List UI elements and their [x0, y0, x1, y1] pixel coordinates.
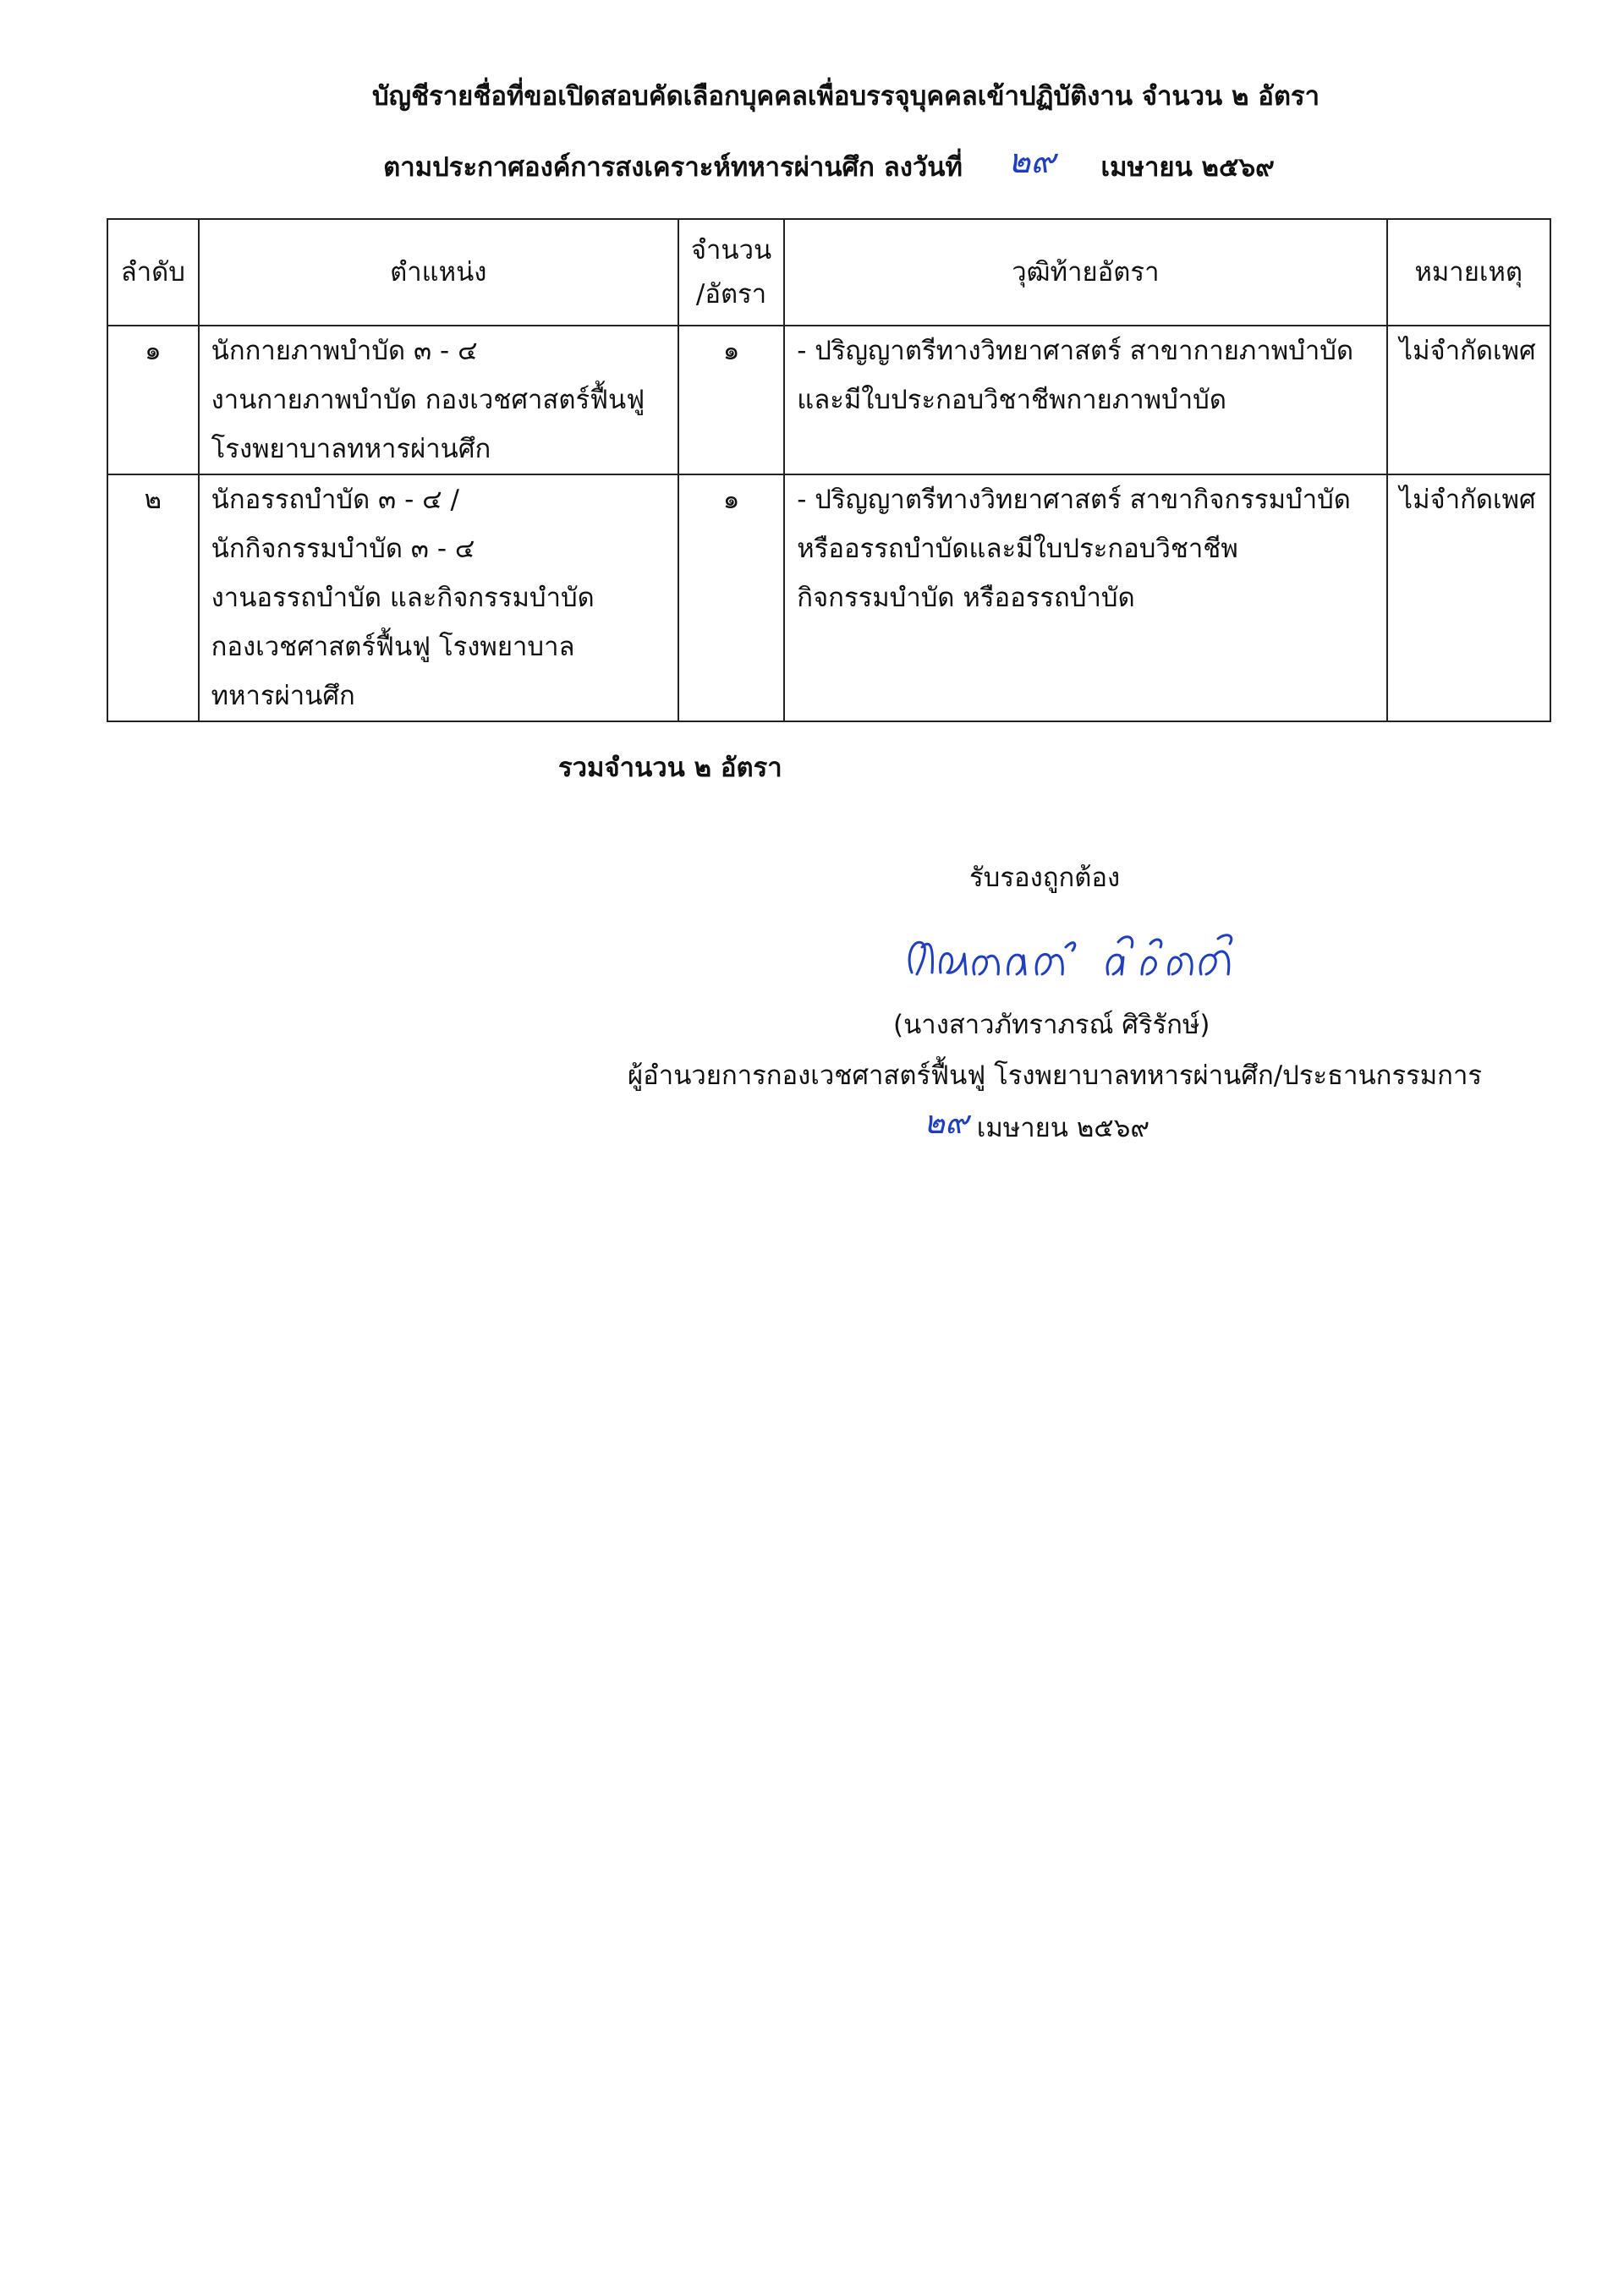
- row-note: ไม่จำกัดเพศ: [1387, 474, 1551, 721]
- position-line: นักกิจกรรมบำบัด ๓ - ๔: [211, 534, 475, 564]
- row-count: ๑: [678, 326, 784, 474]
- header-no: ลำดับ: [107, 219, 199, 326]
- announcement-month-year: เมษายน ๒๕๖๙: [1100, 152, 1275, 183]
- header-count-line1: จำนวน: [690, 235, 772, 266]
- sign-month-year: เมษายน ๒๕๖๙: [976, 1113, 1150, 1143]
- table-header-row: [107, 219, 1550, 326]
- header-position: ตำแหน่ง: [199, 219, 678, 326]
- qualification-line: - ปริญญาตรีทางวิทยาศาสตร์ สาขากายภาพบำบัด: [797, 336, 1354, 366]
- header-count: [678, 219, 784, 326]
- signer-title: ผู้อำนวยการกองเวชศาสตร์ฟื้นฟู โรงพยาบาลทหารผ่านศึก/ประธานกรรมการ: [628, 1060, 1483, 1091]
- signature-date: [924, 1099, 1149, 1151]
- qualification-line: หรืออรรถบำบัดและมีใบประกอบวิชาชีพ: [797, 534, 1238, 564]
- header-note: หมายเหตุ: [1387, 219, 1551, 326]
- handwritten-day: ๒๙: [1007, 142, 1056, 181]
- position-line: กองเวชศาสตร์ฟื้นฟู โรงพยาบาล: [211, 632, 575, 662]
- document-title: บัญชีรายชื่อที่ขอเปิดสอบคัดเลือกบุคคลเพื่อบรรจุบุคคลเข้าปฏิบัติงาน จำนวน ๒ อัตรา: [371, 81, 1320, 112]
- position-line: งานกายภาพบำบัด กองเวชศาสตร์ฟื้นฟู: [211, 385, 645, 415]
- signer-name: (นางสาวภัทราภรณ์ ศิริรักษ์): [893, 1010, 1210, 1040]
- qualification-line: และมีใบประกอบวิชาชีพกายภาพบำบัด: [797, 385, 1226, 415]
- row-qualification: [784, 326, 1386, 474]
- handwritten-signature: [897, 913, 1252, 989]
- row-no: ๑: [107, 326, 199, 474]
- announcement-prefix: ตามประกาศองค์การสงเคราะห์ทหารผ่านศึก ลงวันที่: [383, 152, 963, 183]
- total-count: รวมจำนวน ๒ อัตรา: [558, 753, 782, 783]
- header-count-line2: /อัตรา: [695, 279, 767, 310]
- position-line: งานอรรถบำบัด และกิจกรรมบำบัด: [211, 583, 595, 613]
- row-note: ไม่จำกัดเพศ: [1387, 326, 1551, 474]
- announcement-reference: [17, 137, 1624, 191]
- table-row: [107, 474, 1550, 721]
- row-no: ๒: [107, 474, 199, 721]
- position-line: นักกายภาพบำบัด ๓ - ๔: [211, 336, 478, 366]
- position-line: นักอรรถบำบัด ๓ - ๔ /: [211, 485, 459, 515]
- handwritten-sign-day: ๒๙: [924, 1104, 968, 1141]
- position-line: โรงพยาบาลทหารผ่านศึก: [211, 434, 491, 464]
- row-position: [199, 474, 678, 721]
- certification-label: รับรองถูกต้อง: [969, 863, 1121, 893]
- row-qualification: [784, 474, 1386, 721]
- qualification-line: กิจกรรมบำบัด หรืออรรถบำบัด: [797, 583, 1135, 613]
- row-count: ๑: [678, 474, 784, 721]
- header-qualification: วุฒิท้ายอัตรา: [784, 219, 1386, 326]
- position-line: ทหารผ่านศึก: [211, 681, 355, 711]
- positions-table: [107, 218, 1551, 722]
- qualification-line: - ปริญญาตรีทางวิทยาศาสตร์ สาขากิจกรรมบำบัด: [797, 485, 1351, 515]
- table-row: [107, 326, 1550, 474]
- row-position: [199, 326, 678, 474]
